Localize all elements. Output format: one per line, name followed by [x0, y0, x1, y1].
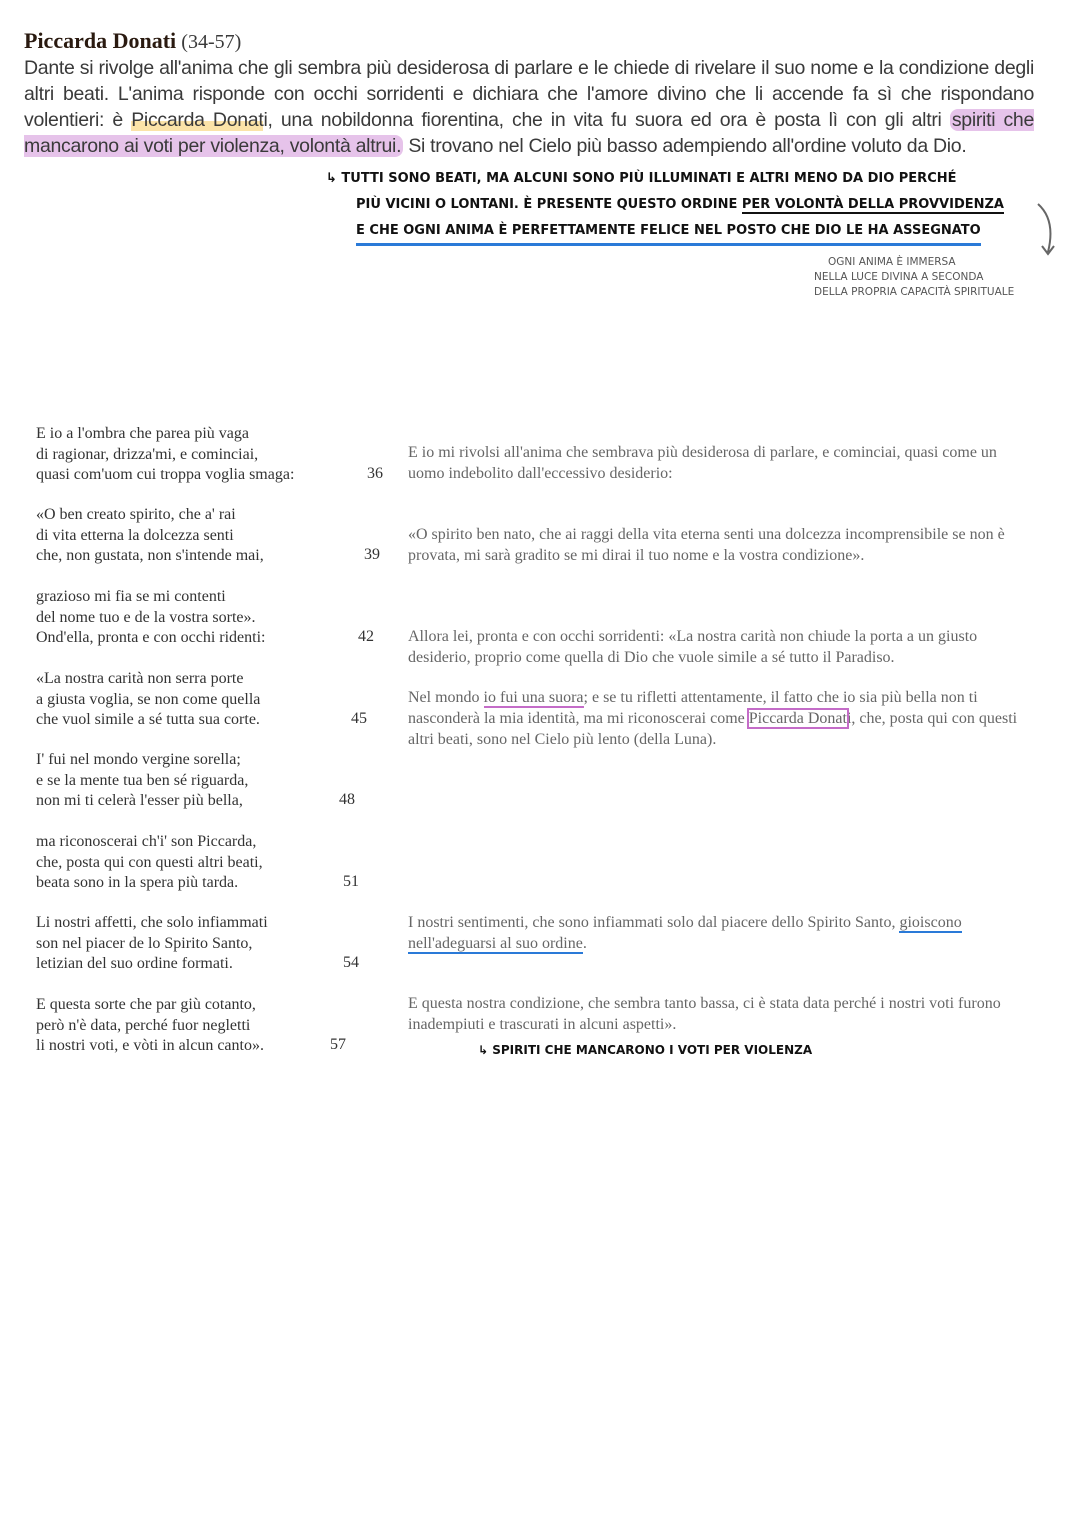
verse-line: che, non gustata, non s'intende mai, [36, 547, 264, 564]
verse-line: «O ben creato spirito, che a' rai [36, 506, 236, 523]
highlight-spirits: spiriti che mancarono ai voti per violenza, volontà altrui. [24, 109, 1035, 157]
verse-line: son nel piacer de lo Spirito Santo, [36, 934, 253, 952]
verse-line: Li nostri affetti, che solo infiammati [36, 914, 268, 931]
side-note-line: DELLA PROPRIA CAPACITÀ SPIRITUALE [814, 286, 1015, 298]
note-text: PIÙ VICINI O LONTANI. È PRESENTE QUESTO ORDINE [356, 197, 742, 212]
verse-line: di ragionar, drizza'mi, e cominciai, [36, 445, 259, 463]
verse-line: beata sono in la spera più tarda. [36, 874, 239, 891]
verse-line: li nostri voti, e vòti in alcun canto». [36, 1037, 264, 1054]
intro-text: Dante si rivolge all'anima che gli sembra più desiderosa di parlare e le chiede di rivelare il suo nome e la condizione degli altri beati. L'anima risponde con occhi sorridenti e dichiara che l'amore divino che li accende fa sì che rispondano volentieri: è [24, 57, 1034, 131]
side-note [814, 255, 1014, 300]
note-underlined: PER VOLONTÀ DELLA PROVVIDENZA [741, 197, 1004, 212]
underlined-text: io fui una suora [483, 689, 584, 706]
handwritten-notes [24, 167, 1034, 317]
section-title: Piccarda Donati [24, 28, 177, 53]
verse-line: I' fui nel mondo vergine sorella; [36, 751, 241, 768]
text: ; e se tu rifletti attentamente, il fatto che io sia più bella non ti nasconderà la mia identità, ma mi riconoscerai come [408, 689, 978, 727]
text: Nel mondo [408, 689, 484, 706]
translation-paragraph: E io mi rivolsi all'anima che sembrava più desiderosa di parlare, e cominciai, quasi come un uomo indebolito dall'eccessivo desiderio: [408, 444, 997, 482]
translation-paragraph: E questa nostra condizione, che sembra tanto bassa, ci è stata data perché i nostri voti furono inadempiuti e trascurati in alcuni aspetti». [408, 995, 1001, 1033]
intro-text: Si trovano nel Cielo più basso adempiendo all'ordine voluto da Dio. [403, 135, 967, 157]
verse-line: quasi com'uom cui troppa voglia smaga: [36, 466, 295, 483]
line-number: 36 [367, 465, 383, 482]
verse-line: letizian del suo ordine formati. [36, 955, 233, 972]
text: I nostri sentimenti, che sono infiammati solo dal piacere dello Spirito Santo, [408, 914, 900, 931]
verse-line: però n'è data, perché fuor negletti [36, 1016, 251, 1034]
underlined-text: gioiscono nell'adeguarsi al suo ordine [408, 914, 962, 952]
text: i, che, posta qui con questi altri beati, sono nel Cielo più lento (della Luna). [408, 710, 1018, 748]
translation-paragraph [408, 912, 1033, 954]
handwritten-note-line: ↳ TUTTI SONO BEATI, MA ALCUNI SONO PIÙ ILLUMINATI E ALTRI MENO DA DIO PERCHÉ [326, 171, 957, 186]
handwritten-note-bottom: ↳ SPIRITI CHE MANCARONO I VOTI PER VIOLENZA [478, 1043, 813, 1057]
translation-paragraph [408, 687, 1033, 750]
intro-text: i, una nobildonna fiorentina, che in vita fu suora ed ora è posta lì con gli altri [263, 109, 950, 131]
verse-line: E questa sorte che par giù cotanto, [36, 996, 256, 1013]
verse-stanza [36, 505, 264, 567]
line-number: 51 [343, 873, 359, 890]
side-note-line: NELLA LUCE DIVINA A SECONDA [814, 271, 984, 283]
verse-line: e se la mente tua ben sé riguarda, [36, 771, 249, 789]
verse-line: che vuol simile a sé tutta sua corte. [36, 711, 260, 728]
translation-paragraph: Allora lei, pronta e con occhi sorridenti: «La nostra carità non chiude la porta a un giusto desiderio, proprio come quella di Dio che vuole simile a sé tutto il Paradiso. [408, 628, 978, 666]
verse-range: (34-57) [181, 31, 242, 53]
verse-line: ma riconoscerai ch'i' son Piccarda, [36, 833, 257, 850]
verse-stanza [36, 832, 263, 894]
boxed-name: Piccarda Donat [748, 710, 847, 727]
verse-stanza [36, 424, 294, 486]
side-note-line: OGNI ANIMA È IMMERSA [828, 256, 956, 268]
verse-line: grazioso mi fia se mi contenti [36, 588, 226, 605]
line-number: 48 [339, 791, 355, 808]
verse-line: E io a l'ombra che parea più vaga [36, 425, 250, 442]
handwritten-note-line [356, 193, 1004, 217]
verse-line: non mi ti celerà l'esser più bella, [36, 792, 243, 809]
verse-stanza [36, 750, 248, 812]
verse-line: «La nostra carità non serra porte [36, 670, 244, 687]
line-number: 54 [343, 954, 359, 971]
line-number: 42 [358, 628, 374, 645]
verse-stanza [36, 913, 268, 975]
verse-line: che, posta qui con questi altri beati, [36, 853, 263, 871]
translation-paragraph: «O spirito ben nato, che ai raggi della vita eterna senti una dolcezza incomprensibile se non è provata, mi sarà gradito se mi dirai il tuo nome e la vostra condizione». [408, 526, 1005, 564]
verse-line: a giusta voglia, se non come quella [36, 690, 261, 708]
highlight-name: Piccarda Donat [131, 109, 264, 131]
intro-paragraph [24, 28, 1034, 159]
handwritten-note-line: E CHE OGNI ANIMA È PERFETTAMENTE FELICE NEL POSTO CHE DIO LE HA ASSEGNATO [356, 219, 981, 246]
verse-line: Ond'ella, pronta e con occhi ridenti: [36, 629, 266, 646]
curved-arrow-icon [1030, 200, 1060, 260]
verse-stanza [36, 587, 265, 649]
verse-stanza [36, 995, 264, 1057]
line-number: 45 [351, 710, 367, 727]
text: . [582, 935, 587, 952]
line-number: 57 [330, 1036, 346, 1053]
top-section [24, 28, 1034, 317]
verse-stanza [36, 669, 260, 731]
verse-line: di vita etterna la dolcezza senti [36, 526, 234, 544]
verse-line: del nome tuo e de la vostra sorte». [36, 608, 256, 626]
line-number: 39 [364, 546, 380, 563]
